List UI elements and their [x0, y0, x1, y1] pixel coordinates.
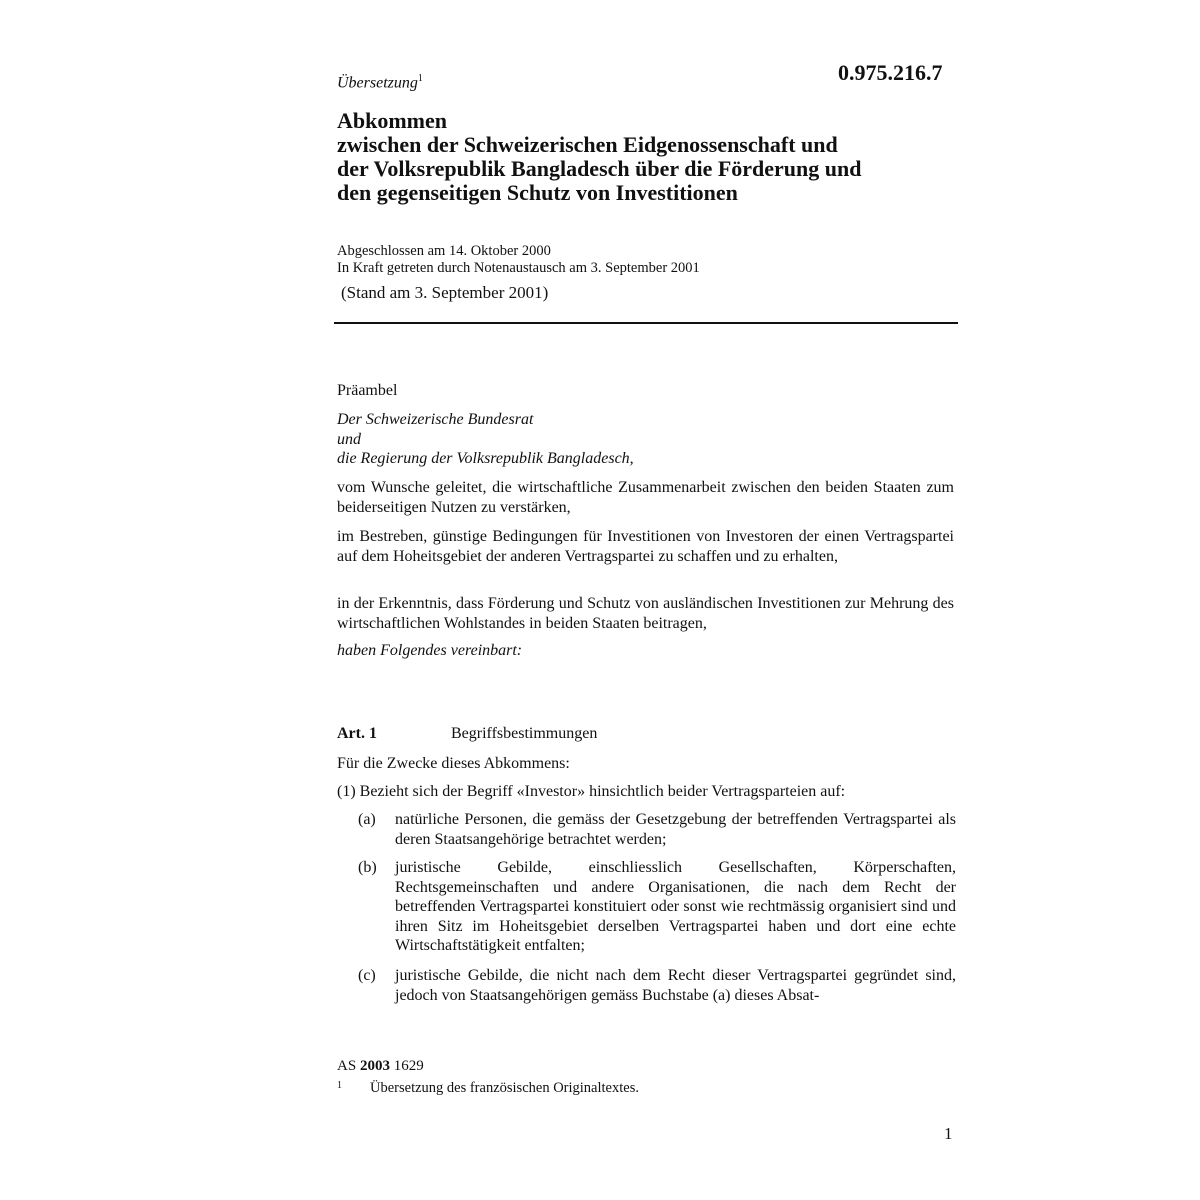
- list-item-text: natürliche Personen, die gemäss der Gesetzgebung der betreffenden Vertragspartei als deren Staatsangehörige betrachtet werden;: [395, 811, 956, 848]
- preamble-heading: Präambel: [337, 382, 398, 399]
- footnote-text: Übersetzung des französischen Originaltextes.: [370, 1080, 639, 1096]
- article-title: Begriffsbestimmungen: [451, 725, 598, 742]
- title-line: zwischen der Schweizerischen Eidgenossenschaft und: [337, 132, 838, 157]
- title-line: der Volksrepublik Bangladesch über die Förderung und: [337, 156, 862, 181]
- sr-number: 0.975.216.7: [838, 60, 943, 85]
- preamble-parties: [337, 410, 954, 469]
- document-title: [337, 109, 977, 205]
- agreement-clause: haben Folgendes vereinbart:: [337, 642, 523, 659]
- status-date: (Stand am 3. September 2001): [341, 283, 549, 302]
- official-collection-ref: [337, 1058, 424, 1075]
- as-year: 2003: [359, 1058, 390, 1074]
- list-item: [358, 858, 956, 956]
- party-line: und: [337, 430, 361, 448]
- list-item: [358, 966, 956, 1005]
- list-item-label: (c): [358, 967, 376, 984]
- list-item-text: juristische Gebilde, einschliesslich Gesellschaften, Körperschaften, Rechtsgemeinschaften und andere Organisationen, die nach dem Recht der betreffenden Vertragspartei konstituiert oder sonst wie rechtmässig organisiert sind und ihren Sitz im Hoheitsgebiet derselben Vertragspartei haben und dort eine echte Wirtschaftstätigkeit entfalten;: [395, 859, 956, 954]
- as-page: 1629: [393, 1058, 424, 1074]
- header-divider: [334, 322, 958, 324]
- document-meta: [337, 243, 700, 277]
- translation-text: Übersetzung: [337, 74, 418, 92]
- title-line: den gegenseitigen Schutz von Investitionen: [337, 180, 738, 205]
- concluded-date: Abgeschlossen am 14. Oktober 2000: [337, 243, 551, 259]
- preamble-paragraph: in der Erkenntnis, dass Förderung und Schutz von ausländischen Investitionen zur Mehrung des wirtschaftlichen Wohlstandes in beiden Staaten beitragen,: [337, 595, 954, 632]
- footnote-number: 1: [337, 1080, 342, 1091]
- preamble-paragraph: im Bestreben, günstige Bedingungen für Investitionen von Investoren der einen Vertragspartei auf dem Hoheitsgebiet der anderen Vertragspartei zu schaffen und zu erhalten,: [337, 528, 954, 565]
- title-line: Abkommen: [337, 108, 448, 133]
- translation-label: [337, 73, 423, 92]
- article-heading: [337, 725, 597, 743]
- list-item-text: juristische Gebilde, die nicht nach dem Recht dieser Vertragspartei gegründet sind, jedoch von Staatsangehörigen gemäss Buchstabe (a) dieses Absat-: [395, 967, 956, 1004]
- list-item-label: (b): [358, 859, 377, 876]
- preamble-paragraph: vom Wunsche geleitet, die wirtschaftliche Zusammenarbeit zwischen den beiden Staaten zum beiderseitigen Nutzen zu verstärken,: [337, 479, 954, 516]
- article-number: Art. 1: [337, 725, 377, 742]
- footnote: [337, 1080, 639, 1097]
- page-number: 1: [944, 1124, 953, 1143]
- party-line: Der Schweizerische Bundesrat: [337, 411, 534, 428]
- list-item-label: (a): [358, 811, 376, 828]
- footnote-ref: 1: [417, 73, 423, 84]
- article-intro: Für die Zwecke dieses Abkommens:: [337, 755, 570, 772]
- in-force-date: In Kraft getreten durch Notenaustausch am 3. September 2001: [337, 260, 700, 276]
- party-line: die Regierung der Volksrepublik Bangladesch,: [337, 450, 634, 467]
- list-item: [358, 810, 956, 849]
- as-prefix: AS: [337, 1058, 357, 1074]
- article-clause: (1) Bezieht sich der Begriff «Investor» hinsichtlich beider Vertragsparteien auf:: [337, 783, 846, 800]
